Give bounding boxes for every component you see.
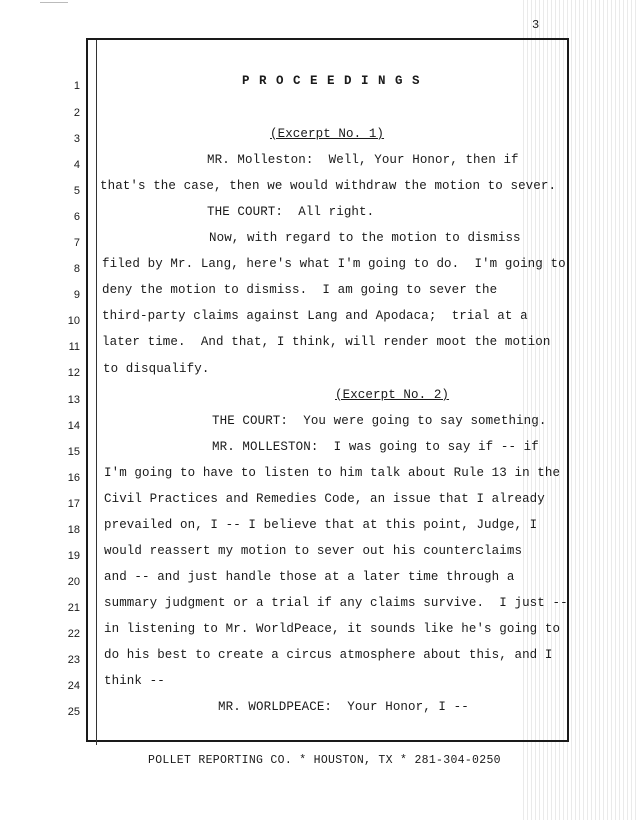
- transcript-line: would reassert my motion to sever out his counterclaims: [104, 544, 523, 558]
- transcript-line: I'm going to have to listen to him talk about Rule 13 in the: [104, 466, 561, 480]
- line-number: 18: [67, 524, 80, 536]
- line-number: 5: [73, 185, 80, 197]
- line-number: 15: [67, 446, 80, 458]
- line-number: 3: [73, 133, 80, 145]
- transcript-line: and -- and just handle those at a later time through a: [104, 570, 515, 584]
- line-number: 24: [67, 680, 80, 692]
- transcript-line: Civil Practices and Remedies Code, an issue that I already: [104, 492, 545, 506]
- line-number: 25: [67, 706, 80, 718]
- line-number: 4: [73, 159, 80, 171]
- line-number: 14: [67, 420, 80, 432]
- line-number: 6: [73, 211, 80, 223]
- proceedings-heading: P R O C E E D I N G S: [242, 74, 421, 88]
- transcript-line: that's the case, then we would withdraw the motion to sever.: [100, 179, 557, 193]
- transcript-line: THE COURT: All right.: [207, 205, 375, 219]
- line-number: 7: [73, 237, 80, 249]
- transcript-line: MR. MOLLESTON: I was going to say if -- if: [212, 440, 539, 454]
- transcript-line: later time. And that, I think, will render moot the motion: [102, 335, 551, 349]
- line-number: 9: [73, 289, 80, 301]
- transcript-line: MR. Molleston: Well, Your Honor, then if: [207, 153, 519, 167]
- reporter-footer: POLLET REPORTING CO. * HOUSTON, TX * 281-304-0250: [148, 754, 501, 767]
- transcript-line: summary judgment or a trial if any claims survive. I just --: [104, 596, 568, 610]
- transcript-line: do his best to create a circus atmosphere about this, and I: [104, 648, 553, 662]
- line-number: 13: [67, 394, 80, 406]
- line-number: 2: [73, 107, 80, 119]
- line-number: 10: [67, 315, 80, 327]
- line-number: 8: [73, 263, 80, 275]
- page-number: 3: [532, 18, 540, 32]
- transcript-line: filed by Mr. Lang, here's what I'm going to do. I'm going to: [102, 257, 566, 271]
- transcript-line: THE COURT: You were going to say something.: [212, 414, 547, 428]
- transcript-line: Now, with regard to the motion to dismiss: [209, 231, 521, 245]
- excerpt-heading: (Excerpt No. 2): [335, 388, 450, 402]
- line-number: 19: [67, 550, 80, 562]
- line-number: 21: [67, 602, 80, 614]
- line-number: 11: [68, 341, 80, 353]
- transcript-line: MR. WORLDPEACE: Your Honor, I --: [218, 700, 469, 714]
- excerpt-heading: (Excerpt No. 1): [270, 127, 385, 141]
- line-number: 17: [67, 498, 80, 510]
- transcript-line: third-party claims against Lang and Apodaca; trial at a: [102, 309, 528, 323]
- line-number: 16: [67, 472, 80, 484]
- line-number: 23: [67, 654, 80, 666]
- transcript-line: prevailed on, I -- I believe that at this point, Judge, I: [104, 518, 538, 532]
- line-number: 12: [67, 367, 80, 379]
- transcript-line: in listening to Mr. WorldPeace, it sounds like he's going to: [104, 622, 561, 636]
- transcript-line: deny the motion to dismiss. I am going to sever the: [102, 283, 498, 297]
- line-number: 22: [67, 628, 80, 640]
- line-number: 1: [73, 80, 80, 92]
- line-number: 20: [67, 576, 80, 588]
- transcript-line: think --: [104, 674, 165, 688]
- transcript-line: to disqualify.: [103, 362, 210, 376]
